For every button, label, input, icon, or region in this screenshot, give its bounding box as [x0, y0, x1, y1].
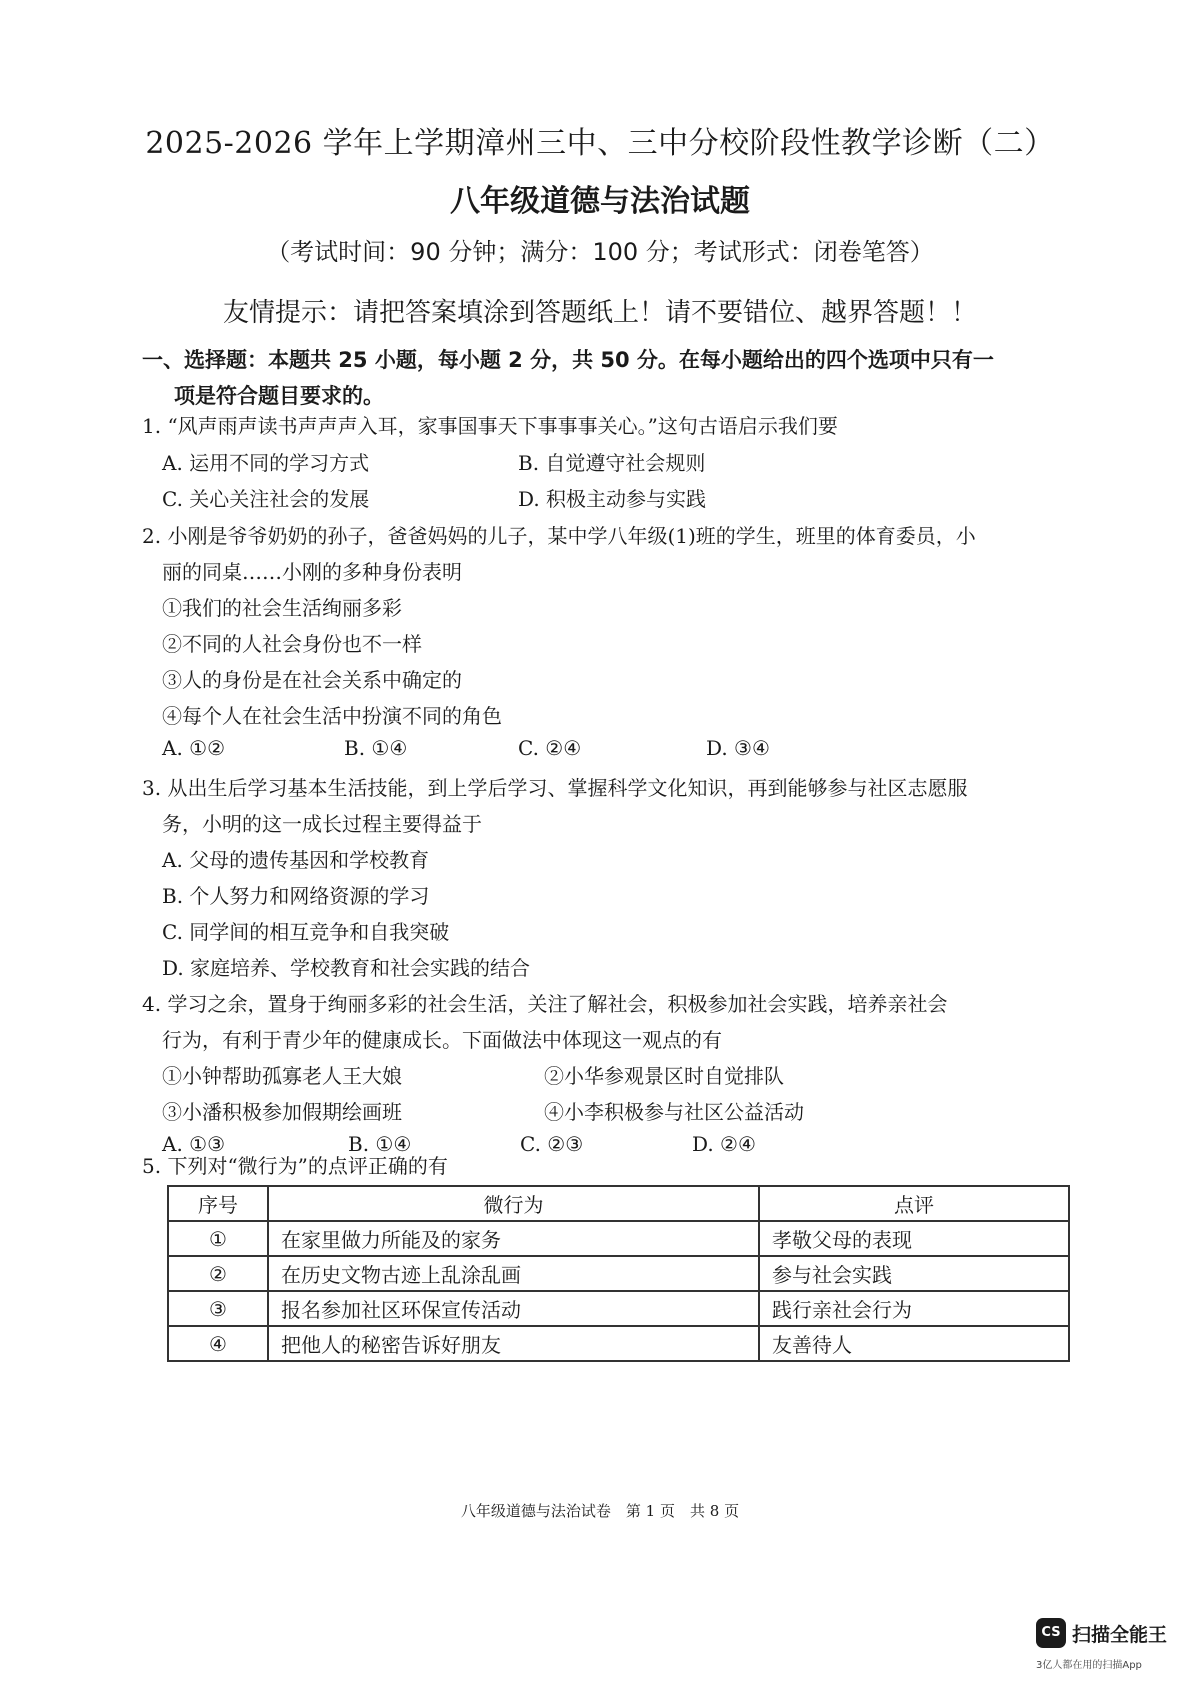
table-row [168, 1256, 1069, 1291]
table-header-row [168, 1186, 1069, 1221]
q4-item-3: ③小潘积极参加假期绘画班 [162, 1100, 402, 1124]
friendly-tip: 友情提示：请把答案填涂到答题纸上！请不要错位、越界答题！！ [222, 298, 977, 328]
table-cell: 在历史文物古迹上乱涂乱画 [268, 1256, 759, 1291]
table-header-cell: 点评 [759, 1186, 1069, 1221]
q2-option-d: D. ③④ [706, 736, 770, 760]
q3-option-c: C. 同学间的相互竞争和自我突破 [162, 920, 450, 944]
q4-stem-line1: 4. 学习之余，置身于绚丽多彩的社会生活，关注了解社会，积极参加社会实践，培养亲社会 [142, 992, 948, 1016]
q4-item-2: ②小华参观景区时自觉排队 [544, 1064, 784, 1088]
q1-option-b: B. 自觉遵守社会规则 [518, 451, 706, 475]
q2-option-c: C. ②④ [518, 736, 582, 760]
table-row [168, 1291, 1069, 1326]
section-heading [142, 342, 1042, 414]
q2-option-a: A. ①② [162, 736, 226, 760]
page-footer: 八年级道德与法治试卷 第 1 页 共 8 页 [460, 1502, 740, 1520]
scanner-logo-icon: CS [1036, 1618, 1066, 1648]
table-cell: 孝敬父母的表现 [759, 1221, 1069, 1256]
q3-stem-line2: 务，小明的这一成长过程主要得益于 [162, 812, 482, 836]
table-header-cell: 微行为 [268, 1186, 759, 1221]
q4-option-b: B. ①④ [348, 1132, 412, 1156]
q3-option-a: A. 父母的遗传基因和学校教育 [162, 848, 430, 872]
exam-title: 2025-2026 学年上学期漳州三中、三中分校阶段性教学诊断（二） [145, 126, 1055, 161]
q1-option-a: A. 运用不同的学习方式 [162, 451, 370, 475]
q2-stem-line1: 2. 小刚是爷爷奶奶的孙子，爸爸妈妈的儿子，某中学八年级(1)班的学生，班里的体育委员，小 [142, 524, 976, 548]
scanner-watermark [1036, 1618, 1166, 1678]
q4-item-4: ④小李积极参与社区公益活动 [544, 1100, 804, 1124]
q2-item-3: ③人的身份是在社会关系中确定的 [162, 668, 462, 692]
q1-option-d: D. 积极主动参与实践 [518, 487, 707, 511]
q5-table [167, 1185, 1070, 1362]
table-cell: ② [168, 1256, 268, 1291]
q4-option-a: A. ①③ [162, 1132, 226, 1156]
q4-option-c: C. ②③ [520, 1132, 584, 1156]
table-cell: ① [168, 1221, 268, 1256]
q2-stem-line2: 丽的同桌……小刚的多种身份表明 [162, 560, 462, 584]
q1-option-c: C. 关心关注社会的发展 [162, 487, 370, 511]
q3-stem-line1: 3. 从出生后学习基本生活技能，到上学后学习、掌握科学文化知识，再到能够参与社区志愿服 [142, 776, 968, 800]
q3-option-d: D. 家庭培养、学校教育和社会实践的结合 [162, 956, 531, 980]
table-cell: 友善待人 [759, 1326, 1069, 1361]
table-row [168, 1221, 1069, 1256]
q2-item-4: ④每个人在社会生活中扮演不同的角色 [162, 704, 502, 728]
table-cell: 报名参加社区环保宣传活动 [268, 1291, 759, 1326]
table-cell: 践行亲社会行为 [759, 1291, 1069, 1326]
q5-stem: 5. 下列对“微行为”的点评正确的有 [142, 1154, 448, 1178]
q4-stem-line2: 行为，有利于青少年的健康成长。下面做法中体现这一观点的有 [162, 1028, 722, 1052]
exam-info: （考试时间：90 分钟；满分：100 分；考试形式：闭卷笔答） [266, 238, 934, 266]
q4-option-d: D. ②④ [692, 1132, 756, 1156]
scanner-app-name: 扫描全能王 [1072, 1624, 1168, 1646]
section-heading-line1: 一、选择题：本题共 25 小题，每小题 2 分，共 50 分。在每小题给出的四个选项中只有一 [142, 348, 994, 372]
q4-item-1: ①小钟帮助孤寡老人王大娘 [162, 1064, 402, 1088]
table-cell: 参与社会实践 [759, 1256, 1069, 1291]
q2-option-b: B. ①④ [344, 736, 408, 760]
table-row [168, 1326, 1069, 1361]
section-heading-line2: 项是符合题目要求的。 [174, 384, 384, 408]
table-cell: 在家里做力所能及的家务 [268, 1221, 759, 1256]
q2-item-1: ①我们的社会生活绚丽多彩 [162, 596, 402, 620]
q2-item-2: ②不同的人社会身份也不一样 [162, 632, 422, 656]
table-cell: ④ [168, 1326, 268, 1361]
table-cell: ③ [168, 1291, 268, 1326]
exam-subtitle: 八年级道德与法治试题 [450, 184, 750, 219]
scanner-app-tagline: 3亿人都在用的扫描App [1036, 1660, 1142, 1671]
q1-stem: 1. “风声雨声读书声声声入耳，家事国事天下事事事关心。”这句古语启示我们要 [142, 414, 838, 438]
q3-option-b: B. 个人努力和网络资源的学习 [162, 884, 430, 908]
table-header-cell: 序号 [168, 1186, 268, 1221]
table-cell: 把他人的秘密告诉好朋友 [268, 1326, 759, 1361]
